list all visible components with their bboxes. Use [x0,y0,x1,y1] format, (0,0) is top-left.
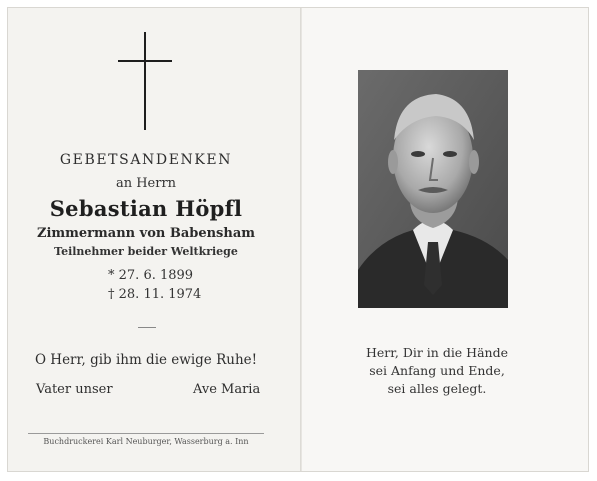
divider [138,327,156,328]
prayer-our-father: Vater unser [36,382,113,397]
card-heading: GEBETSANDENKEN [59,152,233,168]
cross-icon [118,32,172,130]
verse-line-1: Herr, Dir in die Hände [366,345,508,360]
footer-rule [28,433,264,434]
death-date: † 28. 11. 1974 [108,287,202,302]
occupation: Zimmermann von Babensham [36,226,256,241]
prayer-hail-mary: Ave Maria [193,382,261,397]
prayer-line: O Herr, gib ihm die ewige Ruhe! [34,352,258,368]
printer-credit: Buchdruckerei Karl Neuburger, Wasserburg a. Inn [43,437,249,446]
verse-line-2: sei Anfang und Ende, [369,363,505,378]
dedication-line: an Herrn [115,176,177,191]
verse-line-3: sei alles gelegt. [387,381,487,396]
portrait-photo [358,70,508,308]
subtitle: Teilnehmer beider Weltkriege [54,245,238,258]
birth-date: * 27. 6. 1899 [108,268,194,283]
deceased-name: Sebastian Höpfl [49,196,243,221]
